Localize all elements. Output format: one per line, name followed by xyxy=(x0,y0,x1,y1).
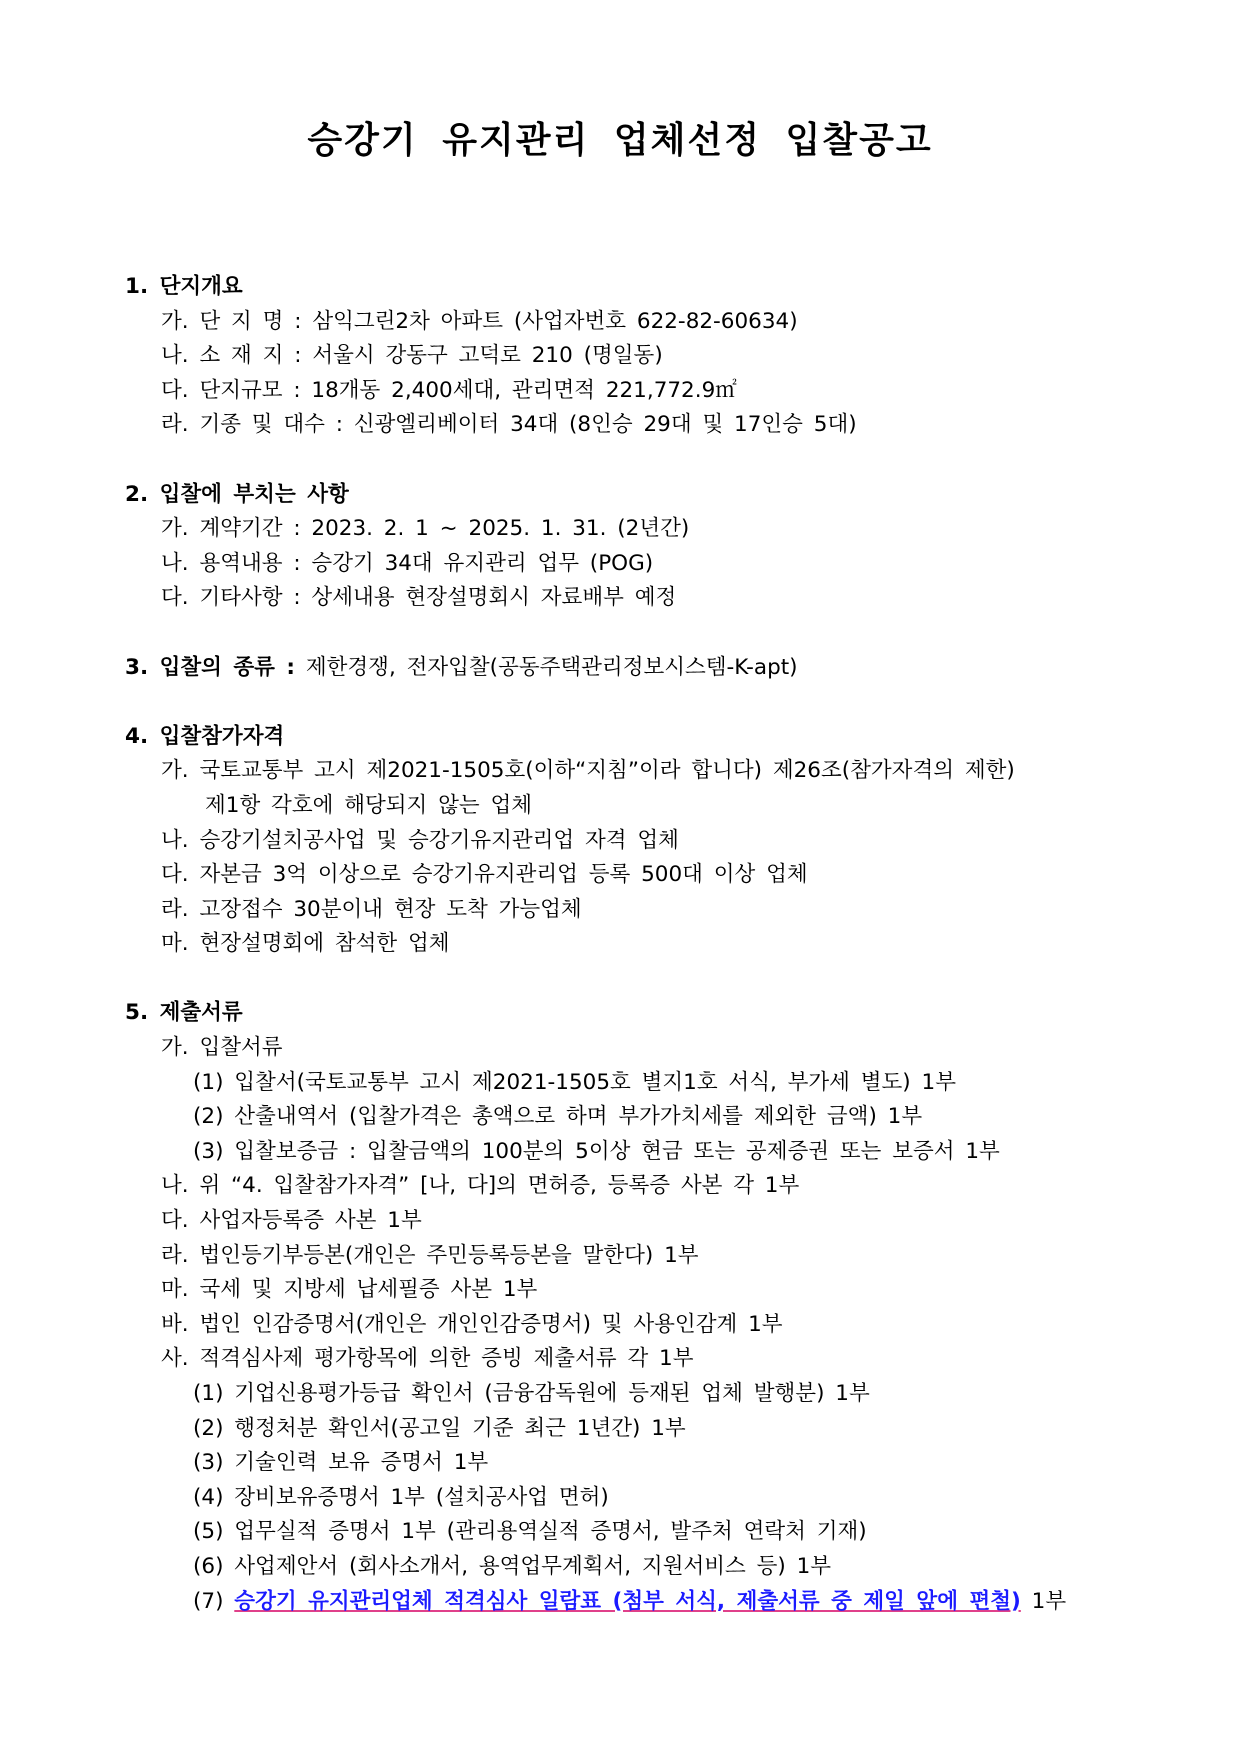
section-3-value: 제한경쟁, 전자입찰(공동주택관리정보시스템-K-apt) xyxy=(295,654,798,680)
section-3 xyxy=(125,651,1135,686)
section-1-item: 나. 소 재 지 : 서울시 강동구 고덕로 210 (명일동) xyxy=(161,343,663,369)
section-5-subitem: (3) 기술인력 보유 증명서 1부 xyxy=(193,1450,489,1476)
section-1-item: 라. 기종 및 대수 : 신광엘리베이터 34대 (8인승 29대 및 17인승 5대) xyxy=(161,412,857,438)
section-5-item: 라. 법인등기부등본(개인은 주민등록등본을 말한다) 1부 xyxy=(161,1242,699,1268)
subitem-quantity: 1부 xyxy=(1020,1588,1067,1614)
section-5-subitem: (3) 입찰보증금 : 입찰금액의 100분의 5이상 현금 또는 공제증권 또는 보증서 1부 xyxy=(193,1138,1000,1164)
document-body xyxy=(125,270,1135,1619)
subitem-number: (7) xyxy=(193,1588,235,1614)
section-4-item: 라. 고장접수 30분이내 현장 도착 가능업체 xyxy=(161,896,582,922)
section-2-item: 다. 기타사항 : 상세내용 현장설명회시 자료배부 예정 xyxy=(161,585,677,611)
section-3-heading: 3. 입찰의 종류 : xyxy=(125,654,296,680)
section-5-item: 사. 적격심사제 평가항목에 의한 증빙 제출서류 각 1부 xyxy=(161,1346,694,1372)
section-4-heading: 4. 입찰참가자격 xyxy=(125,723,285,749)
section-1-item: 다. 단지규모 : 18개동 2,400세대, 관리면적 221,772.9㎡ xyxy=(161,377,737,403)
section-5-subitem: (5) 업무실적 증명서 1부 (관리용역실적 증명서, 발주처 연락처 기재) xyxy=(193,1519,867,1545)
section-4-item: 다. 자본금 3억 이상으로 승강기유지관리업 등록 500대 이상 업체 xyxy=(161,862,808,888)
section-5-subitem-highlighted xyxy=(125,1585,1135,1620)
section-1-heading: 1. 단지개요 xyxy=(125,274,243,299)
section-5-subitem: (1) 기업신용평가등급 확인서 (금융감독원에 등재된 업체 발행분) 1부 xyxy=(193,1381,870,1406)
section-5-item: 가. 입찰서류 xyxy=(161,1035,283,1061)
section-4-item-continued: 제1항 각호에 해당되지 않는 업체 xyxy=(205,792,533,818)
section-4-item: 가. 국토교통부 고시 제2021-1505호(이하“지침”이라 합니다) 제26조(참가자격의 제한) xyxy=(161,758,1015,784)
highlighted-requirement: 승강기 유지관리업체 적격심사 일람표 (첨부 서식, 제출서류 중 제일 앞에 편철) xyxy=(234,1588,1021,1614)
section-5-subitem: (2) 행정처분 확인서(공고일 기준 최근 1년간) 1부 xyxy=(193,1415,686,1441)
section-2-item: 가. 계약기간 : 2023. 2. 1 ~ 2025. 1. 31. (2년간) xyxy=(161,516,690,542)
section-4-item: 마. 현장설명회에 참석한 업체 xyxy=(161,931,450,957)
section-5-subitem: (6) 사업제안서 (회사소개서, 용역업무계획서, 지원서비스 등) 1부 xyxy=(193,1553,832,1579)
section-5-item: 다. 사업자등록증 사본 1부 xyxy=(161,1208,422,1234)
section-5-subitem: (2) 산출내역서 (입찰가격은 총액으로 하며 부가가치세를 제외한 금액) 1부 xyxy=(193,1104,923,1130)
section-5-item: 마. 국세 및 지방세 납세필증 사본 1부 xyxy=(161,1277,538,1303)
section-5-subitem: (1) 입찰서(국토교통부 고시 제2021-1505호 별지1호 서식, 부가세 별도) 1부 xyxy=(193,1069,956,1095)
section-4-item: 나. 승강기설치공사업 및 승강기유지관리업 자격 업체 xyxy=(161,827,679,853)
document-title: 승강기 유지관리 업체선정 입찰공고 xyxy=(307,120,933,161)
section-2-item: 나. 용역내용 : 승강기 34대 유지관리 업무 (POG) xyxy=(161,550,654,576)
section-5-subitem: (4) 장비보유증명서 1부 (설치공사업 면허) xyxy=(193,1484,609,1510)
section-5-heading: 5. 제출서류 xyxy=(125,1000,243,1026)
section-1-item: 가. 단 지 명 : 삼익그린2차 아파트 (사업자번호 622-82-60634) xyxy=(161,308,798,334)
section-2-heading: 2. 입찰에 부치는 사항 xyxy=(125,481,349,507)
section-5-item: 바. 법인 인감증명서(개인은 개인인감증명서) 및 사용인감계 1부 xyxy=(161,1311,783,1337)
section-5-item: 나. 위 “4. 입찰참가자격” [나, 다]의 면허증, 등록증 사본 각 1부 xyxy=(161,1173,800,1199)
